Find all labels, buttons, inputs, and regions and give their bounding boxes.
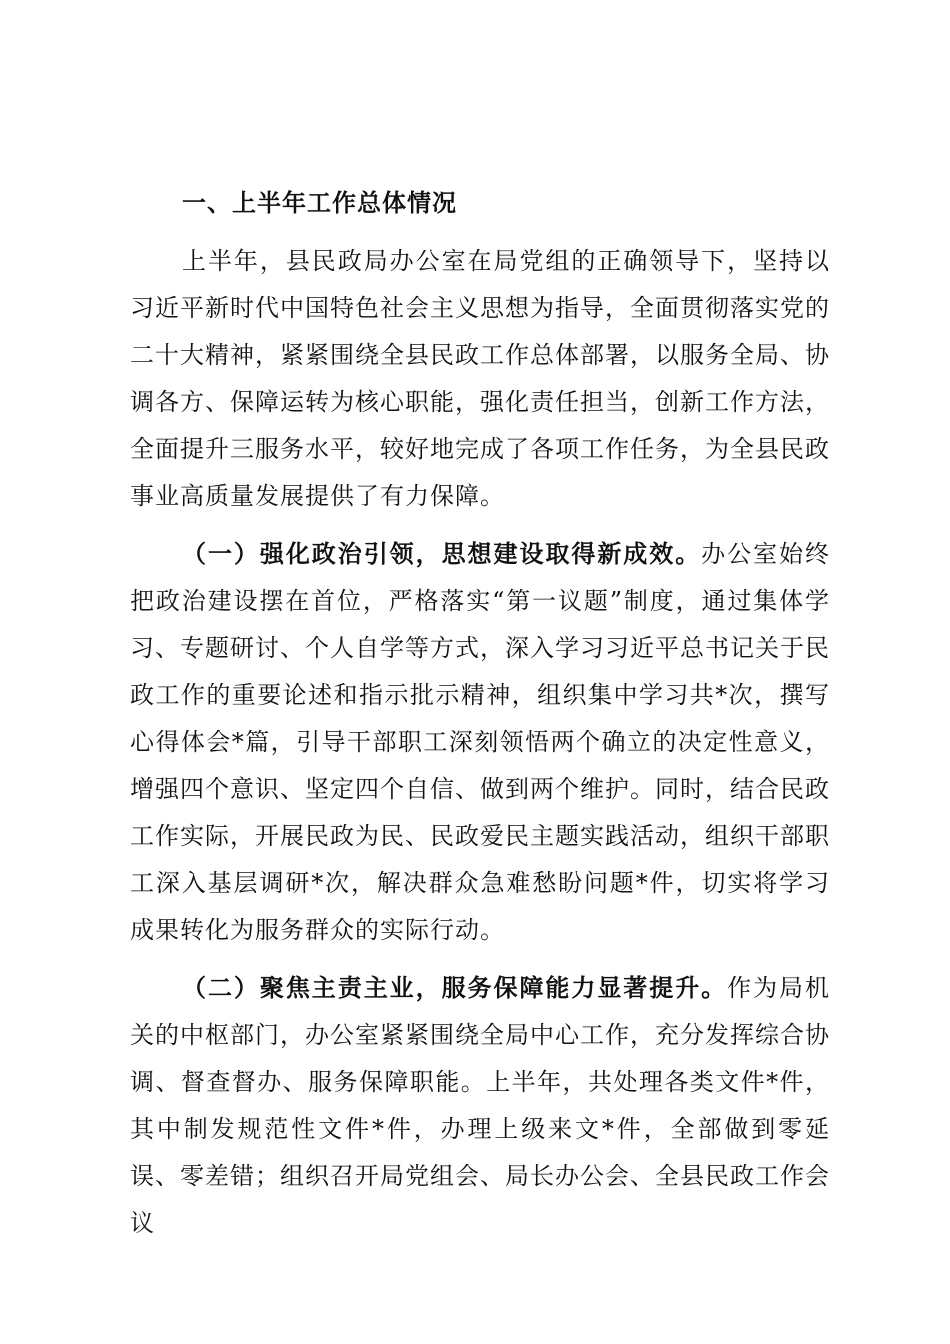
paragraph-service-support	[130, 964, 830, 1247]
paragraph-summary	[130, 238, 830, 520]
paragraph-text: 上半年，县民政局办公室在局党组的正确领导下，坚持以习近平新时代中国特色社会主义思想为指导，全面贯彻落实党的二十大精神，紧紧围绕全县民政工作总体部署，以服务全局、协调各方、保障运转为核心职能，强化责任担当，创新工作方法，全面提升三服务水平，较好地完成了各项工作任务，为全县民政事业高质量发展提供了有力保障。	[130, 247, 830, 510]
document-body	[130, 180, 830, 1257]
paragraph-text: 作为局机关的中枢部门，办公室紧紧围绕全局中心工作，充分发挥综合协调、督查督办、服务保障职能。上半年，共处理各类文件*件，其中制发规范性文件*件，办理上级来文*件，全部做到零延误、零差错；组织召开局党组会、局长办公会、全县民政工作会议	[130, 974, 830, 1237]
paragraph-text: 办公室始终把政治建设摆在首位，严格落实“第一议题”制度，通过集体学习、专题研讨、个人自学等方式，深入学习习近平总书记关于民政工作的重要论述和指示批示精神，组织集中学习共*次，撰写心得体会*篇，引导干部职工深刻领悟两个确立的决定性意义，增强四个意识、坚定四个自信、做到两个维护。同时，结合民政工作实际，开展民政为民、民政爱民主题实践活动，组织干部职工深入基层调研*次，解决群众急难愁盼问题*件，切实将学习成果转化为服务群众的实际行动。	[130, 540, 831, 944]
paragraph-political-guidance	[130, 530, 830, 954]
paragraph-lead: （一）强化政治引领，思想建设取得新成效。	[182, 539, 702, 568]
section-heading: 一、上半年工作总体情况	[182, 188, 457, 217]
paragraph-lead: （二）聚焦主责主业，服务保障能力显著提升。	[182, 973, 728, 1002]
